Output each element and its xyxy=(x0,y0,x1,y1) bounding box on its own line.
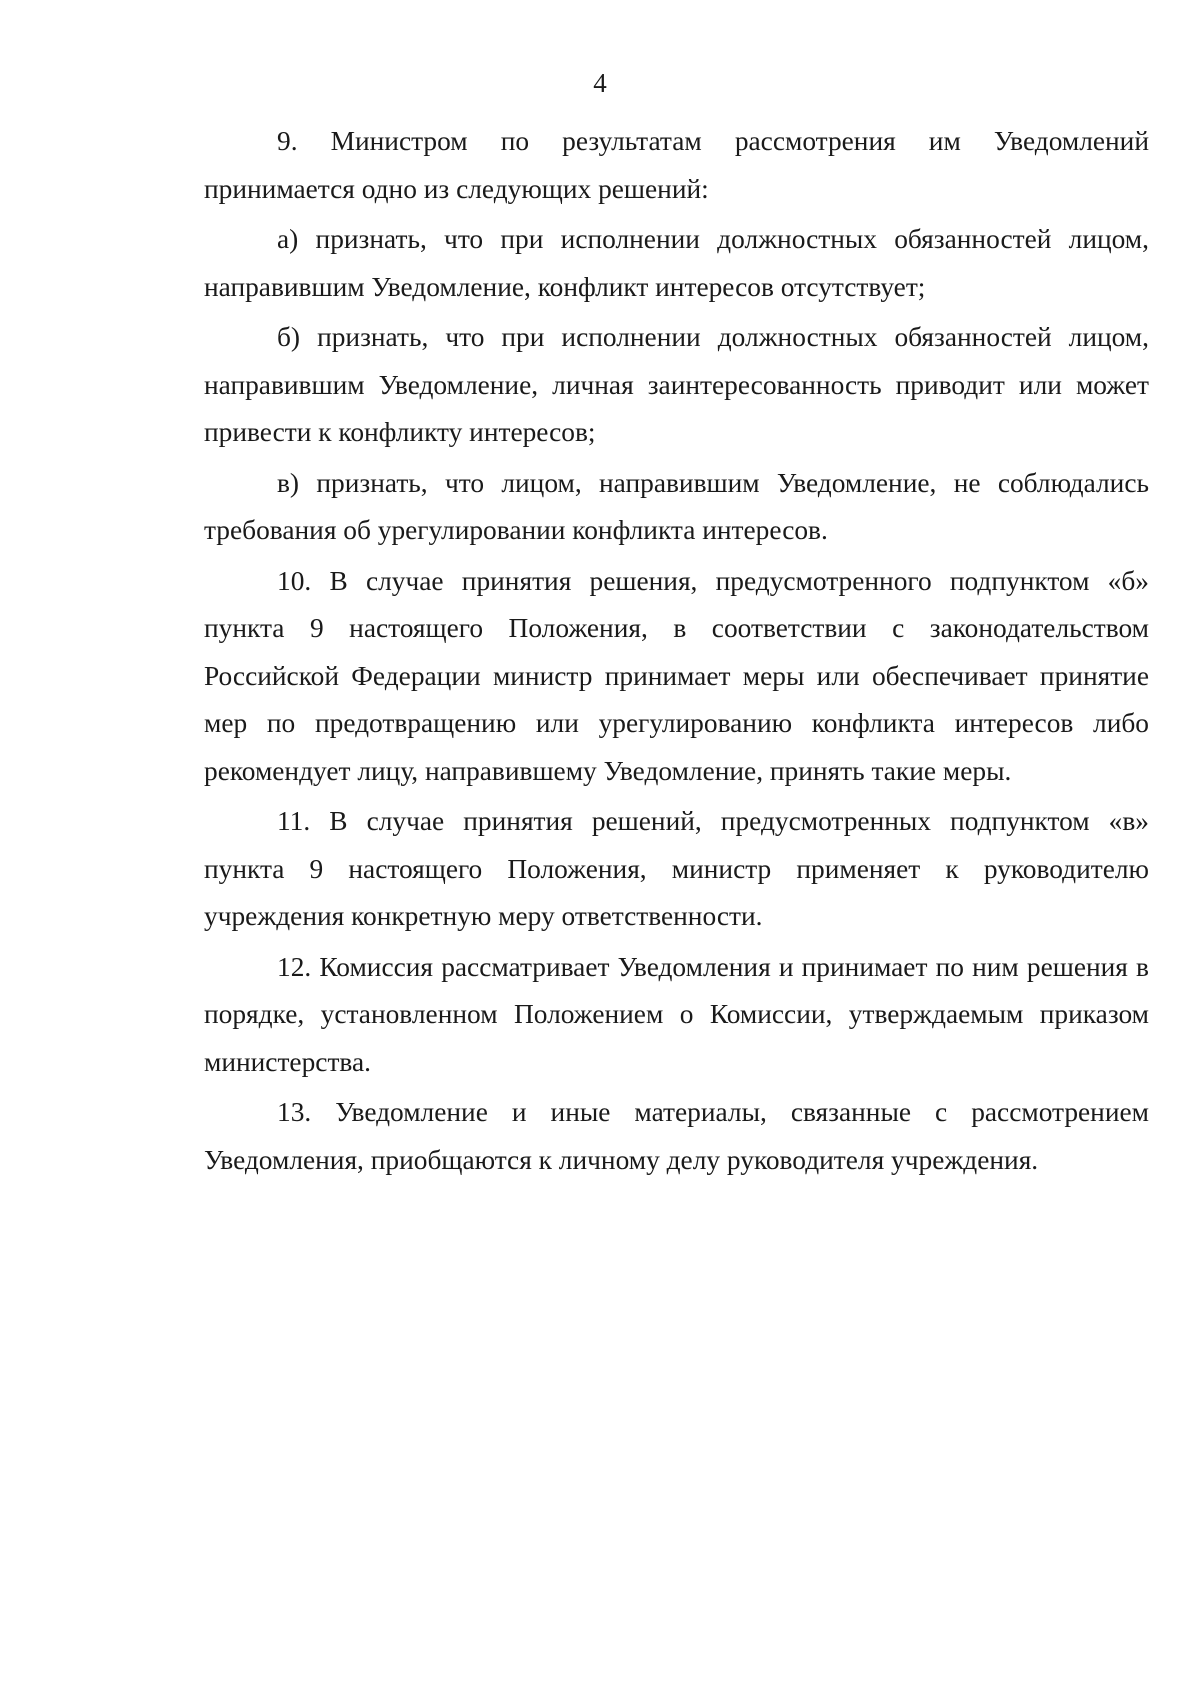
paragraph-9v: в) признать, что лицом, направившим Уведомление, не соблюдались требования об урегулировании конфликта интересов. xyxy=(204,467,1149,545)
paragraph-10: 10. В случае принятия решения, предусмотренного подпунктом «б» пункта 9 настоящего Положения, в соответствии с законодательством Российской Федерации министр принимает меры или обеспечивает принятие мер по предотвращению или урегулированию конфликта интересов либо рекомендует лицу, направившему Уведомление, принять такие меры. xyxy=(204,565,1149,786)
paragraph-9a: а) признать, что при исполнении должностных обязанностей лицом, направившим Уведомление, конфликт интересов отсутствует; xyxy=(204,224,1149,302)
document-body xyxy=(204,118,1149,1187)
paragraph-13: 13. Уведомление и иные материалы, связанные с рассмотрением Уведомления, приобщаются к личному делу руководителя учреждения. xyxy=(204,1097,1149,1175)
paragraph-11: 11. В случае принятия решений, предусмотренных подпунктом «в» пункта 9 настоящего Положения, министр применяет к руководителю учреждения конкретную меру ответственности. xyxy=(204,806,1149,931)
paragraph-9: 9. Министром по результатам рассмотрения им Уведомлений принимается одно из следующих решений: xyxy=(204,126,1149,204)
page-number: 4 xyxy=(593,68,607,98)
paragraph-9b: б) признать, что при исполнении должностных обязанностей лицом, направившим Уведомление, личная заинтересованность приводит или может привести к конфликту интересов; xyxy=(204,322,1149,447)
paragraph-12: 12. Комиссия рассматривает Уведомления и принимает по ним решения в порядке, установленном Положением о Комиссии, утверждаемым приказом министерства. xyxy=(204,951,1149,1077)
